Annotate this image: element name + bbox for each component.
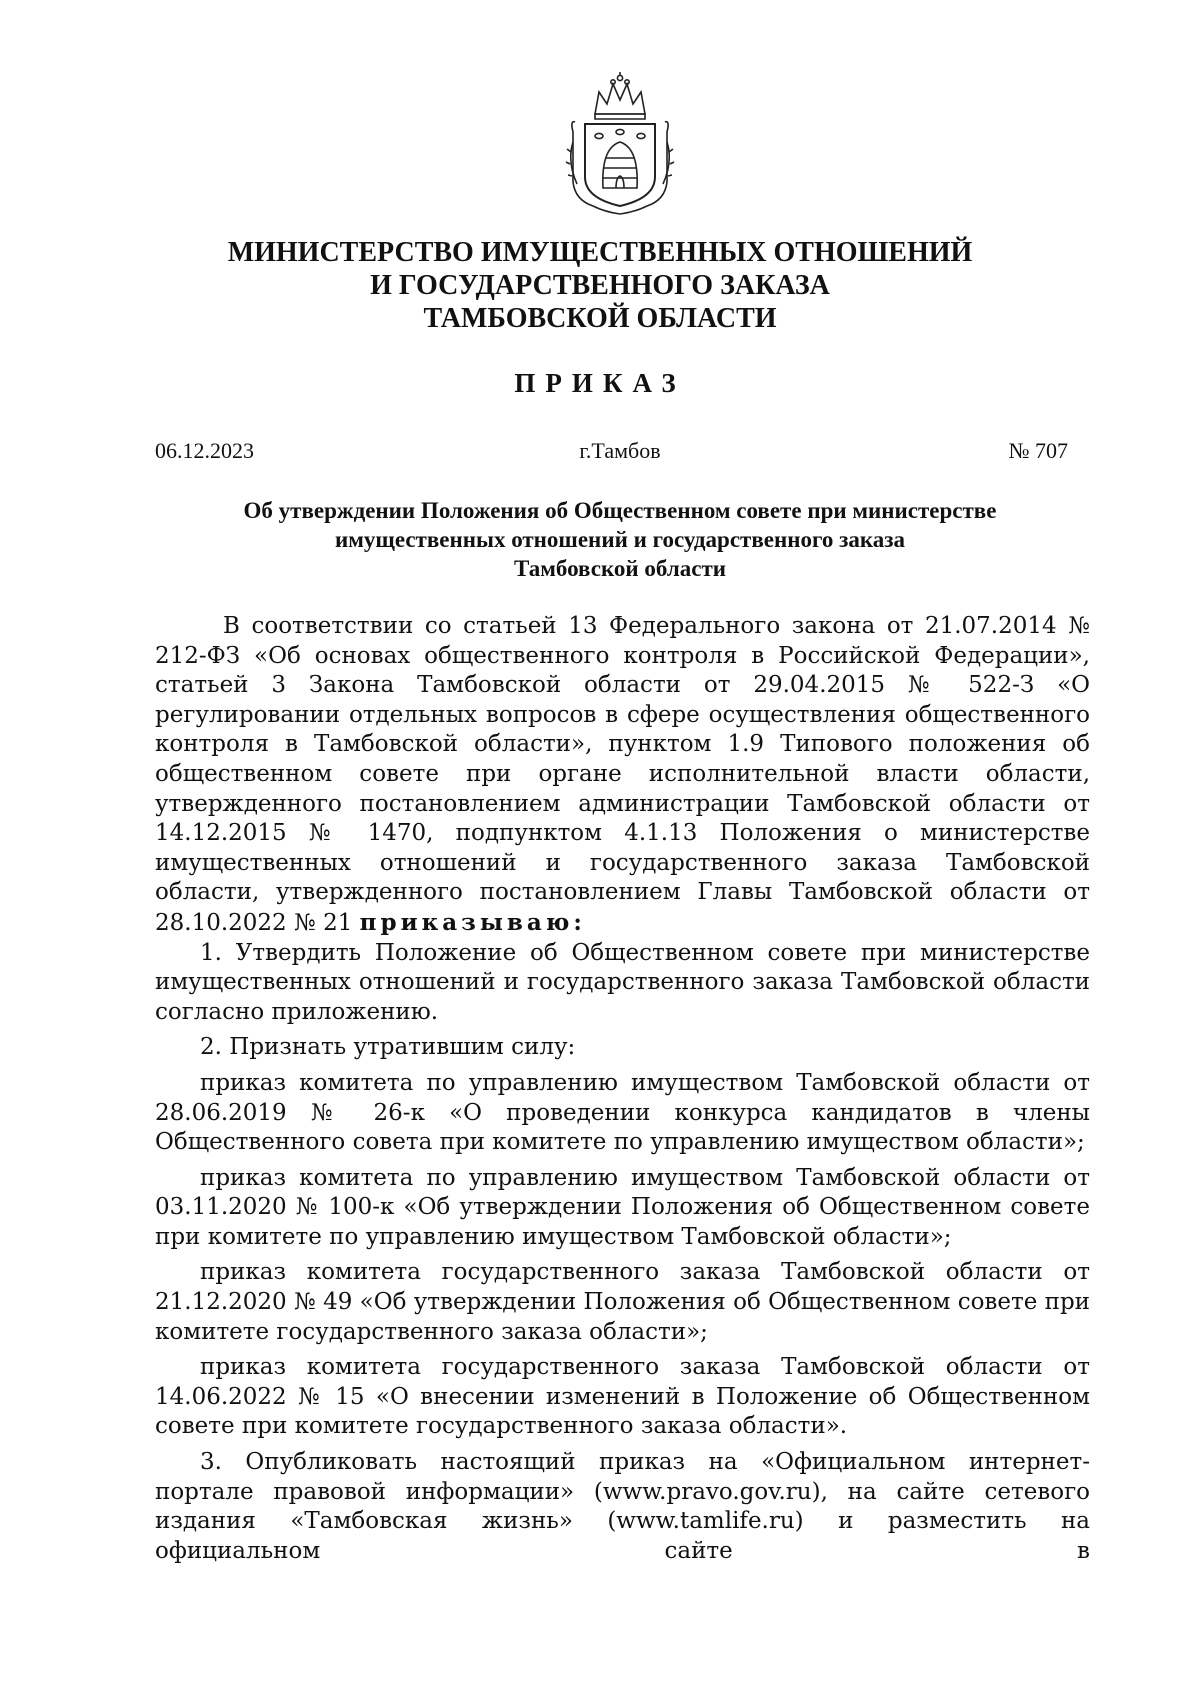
revoked-order-2: приказ комитета по управлению имуществом Тамбовской области от 03.11.2020 № 100-к «Об утверждении Положения об Общественном совете при комитете по управлению имуществом Тамбовской области»; xyxy=(155,1164,1090,1250)
ministry-line-3: ТАМБОВСКОЙ ОБЛАСТИ xyxy=(423,303,777,334)
document-subject xyxy=(140,496,1100,583)
ministry-name xyxy=(150,236,1050,335)
document-city: г.Тамбов xyxy=(579,438,661,463)
document-type-title: ПРИКАЗ xyxy=(514,368,686,398)
document-date: 06.12.2023 xyxy=(155,438,254,463)
item-2-intro: 2. Признать утратившим силу: xyxy=(200,1034,576,1061)
document-body xyxy=(155,612,1090,1566)
preamble-paragraph xyxy=(155,612,1090,939)
order-word: приказываю: xyxy=(359,908,586,936)
coat-of-arms-icon xyxy=(565,72,675,218)
revoked-order-3: приказ комитета государственного заказа Тамбовской области от 21.12.2020 № 49 «Об утверждении Положения об Общественном совете при комитете государственного заказа области»; xyxy=(155,1259,1091,1345)
revoked-order-1: приказ комитета по управлению имуществом Тамбовской области от 28.06.2019 № 26-к «О проведении конкурса кандидатов в члены Общественного совета при комитете по управлению имуществом области»; xyxy=(155,1069,1090,1156)
subject-line-2: имущественных отношений и государственного заказа xyxy=(335,527,905,552)
revoked-order-4: приказ комитета государственного заказа Тамбовской области от 14.06.2022 № 15 «О внесении изменений в Положение об Общественном совете при комитете государственного заказа области». xyxy=(155,1354,1090,1440)
item-3: 3. Опубликовать настоящий приказ на «Официальном интернет-портале правовой информации» (www.pravo.gov.ru), на сайте сетевого издания «Тамбовская жизнь» (www.tamlife.ru) и разместить на официальном сайте в xyxy=(155,1449,1090,1564)
subject-line-1: Об утверждении Положения об Общественном совете при министерстве xyxy=(243,498,997,523)
item-1: 1. Утвердить Положение об Общественном совете при министерстве имущественных отношений и государственного заказа Тамбовской области согласно приложению. xyxy=(155,939,1090,1025)
ministry-line-2: И ГОСУДАРСТВЕННОГО ЗАКАЗА xyxy=(370,270,830,301)
subject-line-3: Тамбовской области xyxy=(513,556,726,581)
ministry-line-1: МИНИСТЕРСТВО ИМУЩЕСТВЕННЫХ ОТНОШЕНИЙ xyxy=(227,237,973,268)
preamble-text: В соответствии со статьей 13 Федерального закона от 21.07.2014 № 212-ФЗ «Об основах общественного контроля в Российской Федерации», статьей 3 Закона Тамбовской области от 29.04.2015 № 522-З «О регулировании отдельных вопросов в сфере осуществления общественного контроля в Тамбовской области», пунктом 1.9 Типового положения об общественном совете при органе исполнительной власти области, утвержденного постановлением администрации Тамбовской области от 14.12.2015 № 1470, подпунктом 4.1.13 Положения о министерстве имущественных отношений и государственного заказа Тамбовской области, утвержденного постановлением Главы Тамбовской области от 28.10.2022 № 21 xyxy=(155,613,1090,936)
document-number: № 707 xyxy=(1008,438,1068,463)
